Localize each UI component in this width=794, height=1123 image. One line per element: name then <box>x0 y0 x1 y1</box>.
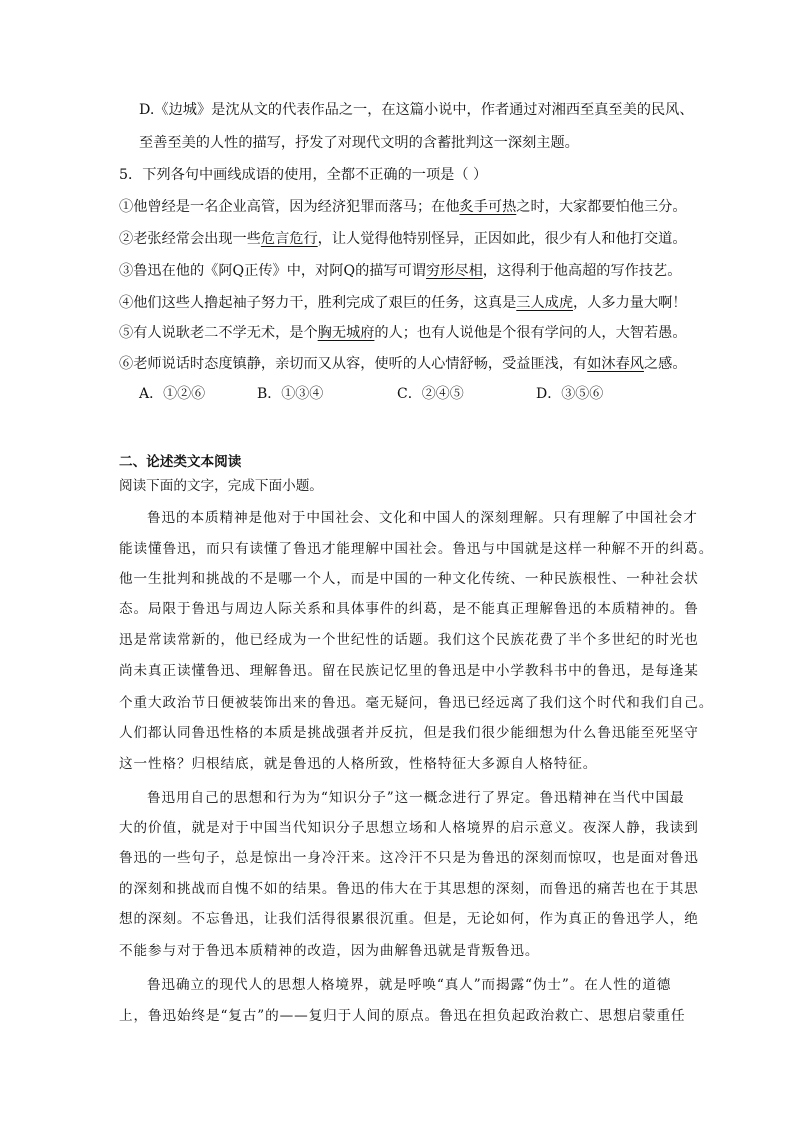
section-instruction: 阅读下面的文字，完成下面小题。 <box>119 478 323 494</box>
article-line: 想的深刻。不忘鲁迅，让我们活得很累很沉重。但是，无论如何，作为真正的鲁迅学人，绝 <box>119 911 699 927</box>
choice-a[interactable]: A．①②⑥ <box>139 386 206 402</box>
choice-b[interactable]: B．①③④ <box>257 386 324 402</box>
article-line: 不能参与对于鲁迅本质精神的改造，因为曲解鲁迅就是背叛鲁迅。 <box>119 943 540 959</box>
choice-c[interactable]: C．②④⑤ <box>397 386 464 402</box>
article-line: 大的价值，就是对于中国当代知识分子思想立场和人格境界的启示意义。夜深人静，我读到 <box>119 820 699 836</box>
article-line: 的深刻和挑战而自愧不如的结果。鲁迅的伟大在于其思想的深刻，而鲁迅的痛苦也在于其思 <box>119 881 699 897</box>
q5-item: ①他曾经是一名企业高管，因为经济犯罪而落马；在他炙手可热之时，大家都要怕他三分。 <box>119 199 687 215</box>
underlined-idiom: 如沐春风 <box>587 356 644 372</box>
article-line: 鲁迅的一些句子，总是惊出一身冷汗来。这冷汗不只是为鲁迅的深刻而惊叹，也是面对鲁迅 <box>119 850 699 866</box>
q5-stem: 5．下列各句中画线成语的使用，全都不正确的一项是（ ） <box>119 167 488 183</box>
q5-item: ④他们这些人撸起袖子努力干，胜利完成了艰巨的任务，这真是三人成虎，人多力量大啊！ <box>119 295 687 311</box>
underlined-idiom: 炙手可热 <box>459 199 517 215</box>
q5-item: ⑥老师说话时态度镇静，亲切而又从容，使听的人心情舒畅，受益匪浅，有如沐春风之感。 <box>119 356 687 372</box>
article-line: 鲁迅确立的现代人的思想人格境界，就是呼唤“真人”而揭露“伪士”。在人性的道德 <box>147 977 672 993</box>
q5-item: ⑤有人说耿老二不学无术，是个胸无城府的人；也有人说他是个很有学问的人，大智若愚。 <box>119 325 687 341</box>
article-line: 尚未真正读懂鲁迅、理解鲁迅。留在民族记忆里的鲁迅是中小学教科书中的鲁迅，是每逢某 <box>119 663 699 679</box>
article-line: 他一生批判和挑战的不是哪一个人，而是中国的一种文化传统、一种民族根性、一种社会状 <box>119 571 699 587</box>
underlined-idiom: 危言危行 <box>260 231 318 247</box>
article-line: 态。局限于鲁迅与周边人际关系和具体事件的纠葛，是不能真正理解鲁迅的本质精神的。鲁 <box>119 601 699 617</box>
q5-item: ②老张经常会出现一些危言危行，让人觉得他特别怪异，正因如此，很少有人和他打交道。 <box>119 231 687 247</box>
underlined-idiom: 胸无城府 <box>317 325 375 341</box>
article-line: 鲁迅用自己的思想和行为为“知识分子”这一概念进行了界定。鲁迅精神在当代中国最 <box>147 790 685 806</box>
underlined-idiom: 三人成虎 <box>516 295 574 311</box>
section-heading: 二、论述类文本阅读 <box>119 454 242 470</box>
q4-option-d-line2: 至善至美的人性的描写，抒发了对现代文明的含蓄批判这一深刻主题。 <box>139 135 579 151</box>
article-line: 个重大政治节日便被装饰出来的鲁迅。毫无疑问，鲁迅已经远离了我们这个时代和我们自己。 <box>119 695 714 711</box>
choice-d[interactable]: D．③⑤⑥ <box>536 386 604 402</box>
article-line: 这一性格？归根结底，就是鲁迅的人格所致，性格特征大多源自人格特征。 <box>119 756 598 772</box>
q4-option-d-line1: D.《边城》是沈从文的代表作品之一，在这篇小说中，作者通过对湘西至真至美的民风、 <box>139 102 694 118</box>
underlined-idiom: 穷形尽相 <box>426 263 483 279</box>
article-line: 上，鲁迅始终是“复古”的——复归于人间的原点。鲁迅在担负起政治救亡、思想启蒙重任 <box>119 1008 686 1024</box>
q5-item: ③鲁迅在他的《阿Q正传》中，对阿Q的描写可谓穷形尽相，这得利于他高超的写作技艺。 <box>119 263 682 279</box>
article-line: 迅是常读常新的，他已经成为一个世纪性的话题。我们这个民族花费了半个多世纪的时光也 <box>119 632 699 648</box>
article-line: 人们都认同鲁迅性格的本质是挑战强者并反抗，但是我们很少能细想为什么鲁迅能至死坚守 <box>119 725 699 741</box>
article-line: 能读懂鲁迅，而只有读懂了鲁迅才能理解中国社会。鲁迅与中国就是这样一种解不开的纠葛。 <box>119 541 714 557</box>
article-line: 鲁迅的本质精神是他对于中国社会、文化和中国人的深刻理解。只有理解了中国社会才 <box>147 510 698 526</box>
